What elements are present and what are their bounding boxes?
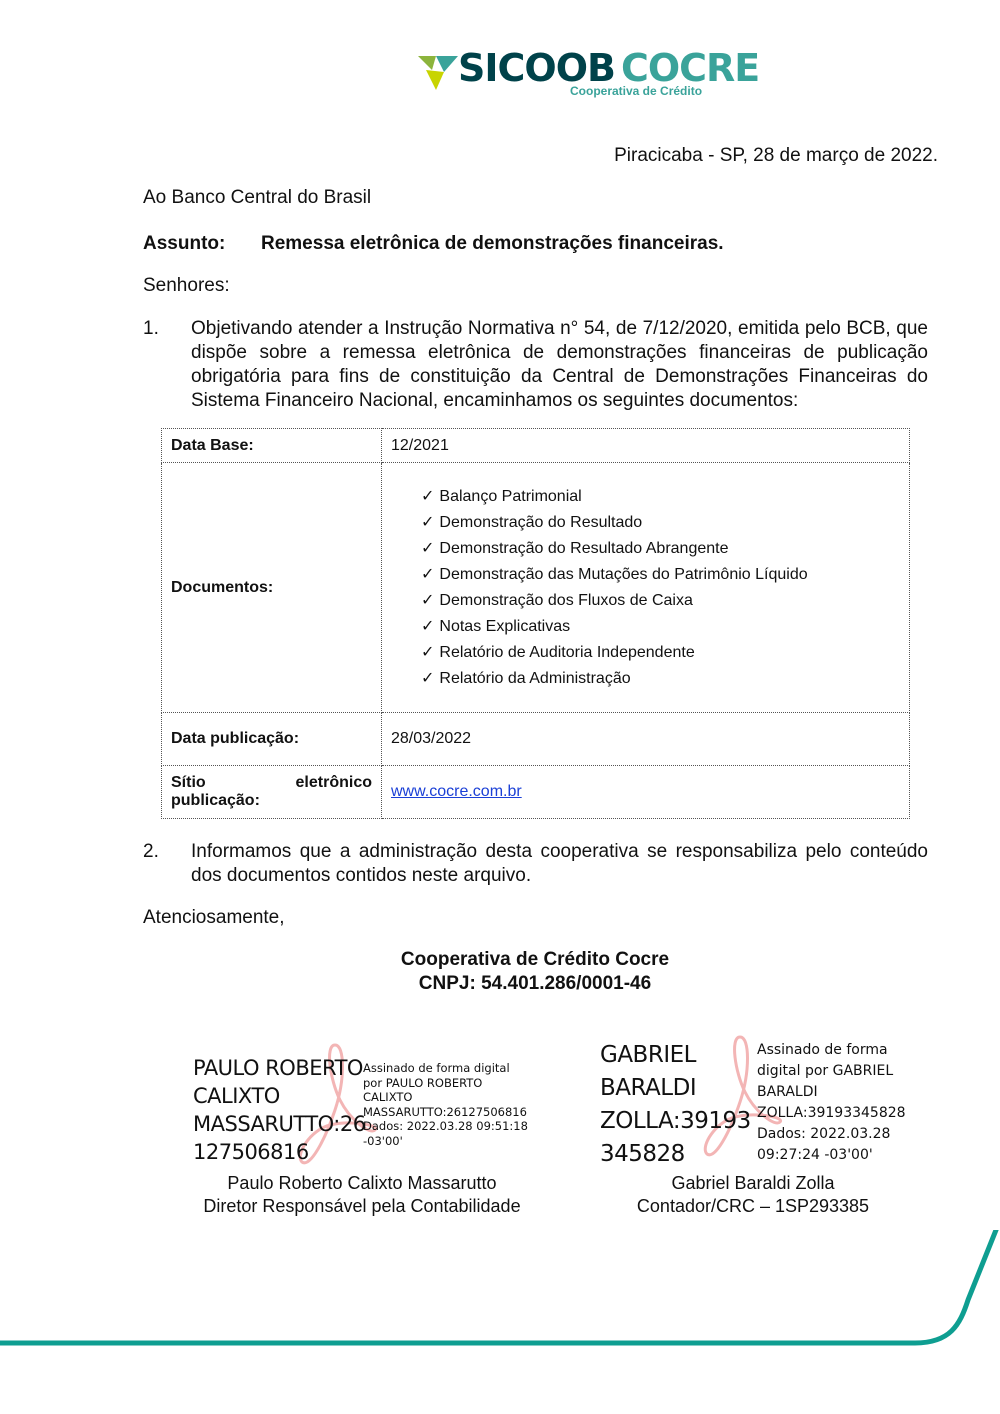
documents-label: Documentos: <box>162 463 382 713</box>
pub-date-value: 28/03/2022 <box>382 713 910 766</box>
list-item: ✓ Relatório de Auditoria Independente <box>421 643 695 661</box>
paragraph-1 <box>143 317 928 413</box>
list-item: ✓ Demonstração dos Fluxos de Caixa <box>421 591 693 609</box>
signer-1-role: Diretor Responsável pela Contabilidade <box>203 1196 521 1216</box>
documents-list <box>391 484 900 692</box>
list-item: ✓ Relatório da Administração <box>421 669 631 687</box>
greeting: Senhores: <box>143 275 230 296</box>
signature-1-caption <box>170 1172 554 1218</box>
organization-block <box>0 948 1000 996</box>
place-date: Piracicaba - SP, 28 de março de 2022. <box>614 145 938 166</box>
subject-line <box>143 232 724 256</box>
list-item: ✓ Balanço Patrimonial <box>421 487 582 505</box>
checkmark-icon: ✓ <box>421 487 435 505</box>
signer-2-role: Contador/CRC – 1SP293385 <box>636 1196 870 1216</box>
list-item: ✓ Demonstração do Resultado <box>421 513 643 531</box>
list-item: ✓ Demonstração do Resultado Abrangente <box>421 539 729 557</box>
pub-date-label: Data publicação: <box>162 713 382 766</box>
logo-triangle-icon <box>418 52 458 92</box>
site-link[interactable]: www.cocre.com.br <box>391 783 522 800</box>
checkmark-icon: ✓ <box>421 513 435 531</box>
documents-table <box>161 428 910 819</box>
paragraph-2-text: Informamos que a administração desta cooperativa se responsabiliza pelo conteúdo dos documentos contidos neste arquivo. <box>191 841 928 886</box>
table-row-documents <box>162 463 910 713</box>
signer-1-name: Paulo Roberto Calixto Massarutto <box>227 1173 497 1193</box>
signature-2-stamp: GABRIEL BARALDI ZOLLA:39193 345828 <box>600 1042 751 1167</box>
checkmark-icon: ✓ <box>421 565 435 583</box>
signer-2-name: Gabriel Baraldi Zolla <box>671 1173 835 1193</box>
checkmark-icon: ✓ <box>421 591 435 609</box>
checkmark-icon: ✓ <box>421 669 435 687</box>
list-item: ✓ Notas Explicativas <box>421 617 571 635</box>
paragraph-1-number: 1. <box>143 318 159 339</box>
footer-accent-line <box>0 1230 1000 1350</box>
signature-1-details: Assinado de forma digital por PAULO ROBERTO CALIXTO MASSARUTTO:26127506816 Dados: 2022.03.28 09:51:18 -03'00' <box>363 1061 528 1148</box>
addressee: Ao Banco Central do Brasil <box>143 187 372 208</box>
subject-text: Remessa eletrônica de demonstrações financeiras. <box>261 233 724 254</box>
checkmark-icon: ✓ <box>421 617 435 635</box>
paragraph-2-number: 2. <box>143 841 159 862</box>
logo-subtitle: Cooperativa de Crédito <box>570 84 703 98</box>
table-row-data-base <box>162 429 910 463</box>
signature-2-caption <box>598 1172 908 1218</box>
table-row-pub-date <box>162 713 910 766</box>
paragraph-2 <box>143 840 928 888</box>
data-base-value: 12/2021 <box>382 429 910 463</box>
logo-wordmark: SICOOB COCRE <box>458 46 760 90</box>
data-base-label: Data Base: <box>162 429 382 463</box>
list-item: ✓ Demonstração das Mutações do Patrimônio Líquido <box>421 565 808 583</box>
checkmark-icon: ✓ <box>421 643 435 661</box>
closing: Atenciosamente, <box>143 907 285 928</box>
sicoob-cocre-logo <box>418 46 760 102</box>
org-cnpj: CNPJ: 54.401.286/0001-46 <box>418 973 652 994</box>
org-name: Cooperativa de Crédito Cocre <box>400 949 670 970</box>
checkmark-icon: ✓ <box>421 539 435 557</box>
paragraph-1-text: Objetivando atender a Instrução Normativa n° 54, de 7/12/2020, emitida pelo BCB, que dispõe sobre a remessa eletrônica de demonstrações financeiras de publicação obrigatória para fins de constituição da Central de Demonstrações Financeiras do Sistema Financeiro Nacional, encaminhamos os seguintes documentos: <box>191 318 928 411</box>
table-row-site <box>162 766 910 819</box>
subject-label: Assunto: <box>143 233 226 254</box>
signature-2-details: Assinado de forma digital por GABRIEL BARALDI ZOLLA:39193345828 Dados: 2022.03.28 09:27:24 -03'00' <box>757 1042 906 1163</box>
site-label: Sítio eletrônico publicação: <box>162 766 382 819</box>
signature-1-stamp: PAULO ROBERTO CALIXTO MASSARUTTO:26 127506816 <box>193 1056 366 1164</box>
